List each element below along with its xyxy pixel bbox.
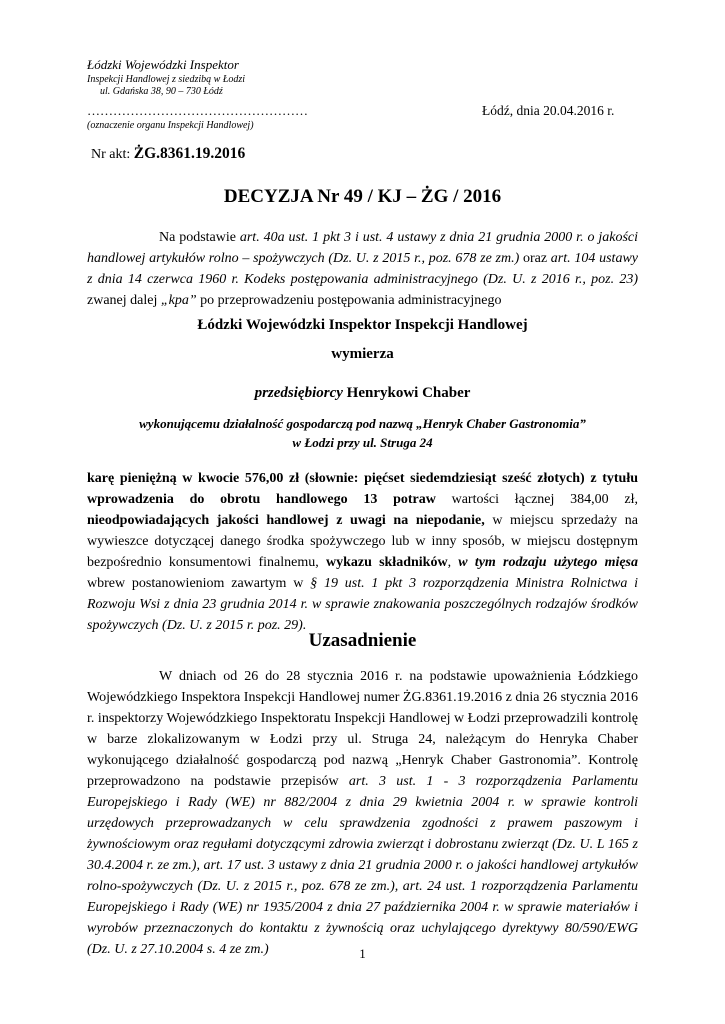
page-number: 1 <box>359 946 366 961</box>
act-number-line <box>91 145 245 163</box>
authority-seat: Inspekcji Handlowej z siedzibą w Łodzi <box>87 74 246 85</box>
imposes-word: wymierza <box>331 346 394 362</box>
justification-title: Uzasadnienie <box>308 630 417 651</box>
place-date: Łódź, dnia 20.04.2016 r. <box>482 103 615 118</box>
authority-address: ul. Gdańska 38, 90 – 730 Łódź <box>100 86 223 97</box>
legal-basis-paragraph: Na podstawie art. 40a ust. 1 pkt 3 i ust. 4 ustawy z dnia 21 grudnia 2000 r. o jakości handlowej artykułów rolno – spożywczych (Dz. U. z 2015 r., poz. 678 ze zm.) oraz art. 104 ustawy z dnia 14 czerwca 1960 r. Kodeks postępowania administracyjnego (Dz. U. z 2016 r., poz. 23) zwanej dalej „kpa” po przeprowadzeniu postępowania administracyjnego <box>87 230 638 308</box>
act-label: Nr akt: <box>91 147 134 162</box>
business-address: w Łodzi przy ul. Struga 24 <box>292 435 433 450</box>
business-name: wykonującemu działalność gospodarczą pod nazwą „Henryk Chaber Gastronomia” <box>139 416 586 431</box>
addressee-name: Henrykowi Chaber <box>342 385 471 401</box>
issuer: Łódzki Wojewódzki Inspektor Inspekcji Handlowej <box>197 317 528 333</box>
organ-note: (oznaczenie organu Inspekcji Handlowej) <box>87 120 254 131</box>
penalty-paragraph: karę pieniężną w kwocie 576,00 zł (słownie: pięćset siedemdziesiąt sześć złotych) z tytułu wprowadzenia do obrotu handlowego 13 potraw wartości łącznej 384,00 zł, nieodpowiadających jakości handlowej z uwagi na niepodanie, w miejscu sprzedaży na wywieszce dotyczącej danego środka spożywczego lub w inny sposób, w miejscu dostępnym bezpośrednio konsumentowi finalnemu, wykazu składników, w tym rodzaju użytego mięsa wbrew postanowieniom zawartym w § 19 ust. 1 pkt 3 rozporządzenia Ministra Rolnictwa i Rozwoju Wsi z dnia 23 grudnia 2014 r. w sprawie znakowania poszczególnych rodzajów środków spożywczych (Dz. U. z 2015 r. poz. 29). <box>87 471 639 633</box>
justification-paragraph: W dniach od 26 do 28 stycznia 2016 r. na podstawie upoważnienia Łódzkiego Wojewódzkiego Inspektora Inspekcji Handlowej numer ŻG.8361.19.2016 z dnia 26 stycznia 2016 r. inspektorzy Wojewódzkiego Inspektoratu Inspekcji Handlowej w Łodzi przeprowadzili kontrolę w barze zlokalizowanym w Łodzi przy ul. Struga 24, należącym do Henryka Chaber wykonującego działalność gospodarczą pod nazwą „Henryk Chaber Gastronomia”. Kontrolę przeprowadzono na podstawie przepisów art. 3 ust. 1 - 3 rozporządzenia Parlamentu Europejskiego i Rady (WE) nr 882/2004 z dnia 29 kwietnia 2004 r. w sprawie kontroli urzędowych przeprowadzanych w celu sprawdzenia zgodności z prawem paszowym i żywnościowym oraz regułami dotyczącymi zdrowia zwierząt i dobrostanu zwierząt (Dz. U. L 165 z 30.4.2004 r. ze zm.), art. 17 ust. 3 ustawy z dnia 21 grudnia 2000 r. o jakości handlowej artykułów rolno-spożywczych (Dz. U. z 2015 r., poz. 678 ze zm.), art. 24 ust. 1 rozporządzenia Parlamentu Europejskiego i Rady (WE) nr 1935/2004 z dnia 27 października 2004 r. w sprawie materiałów i wyrobów przeznaczonych do kontaktu z żywnością oraz uchylającego dyrektywy 80/590/EWG (Dz. U. z 27.10.2004 s. 4 ze zm.) <box>87 669 638 957</box>
dotted-line: …………………………………………… <box>87 103 308 118</box>
act-number: ŻG.8361.19.2016 <box>133 145 246 162</box>
authority-name: Łódzki Wojewódzki Inspektor <box>87 57 239 72</box>
decision-title: DECYZJA Nr 49 / KJ – ŻG / 2016 <box>223 186 502 207</box>
addressee-label: przedsiębiorcy <box>254 385 343 401</box>
addressee <box>87 385 638 402</box>
